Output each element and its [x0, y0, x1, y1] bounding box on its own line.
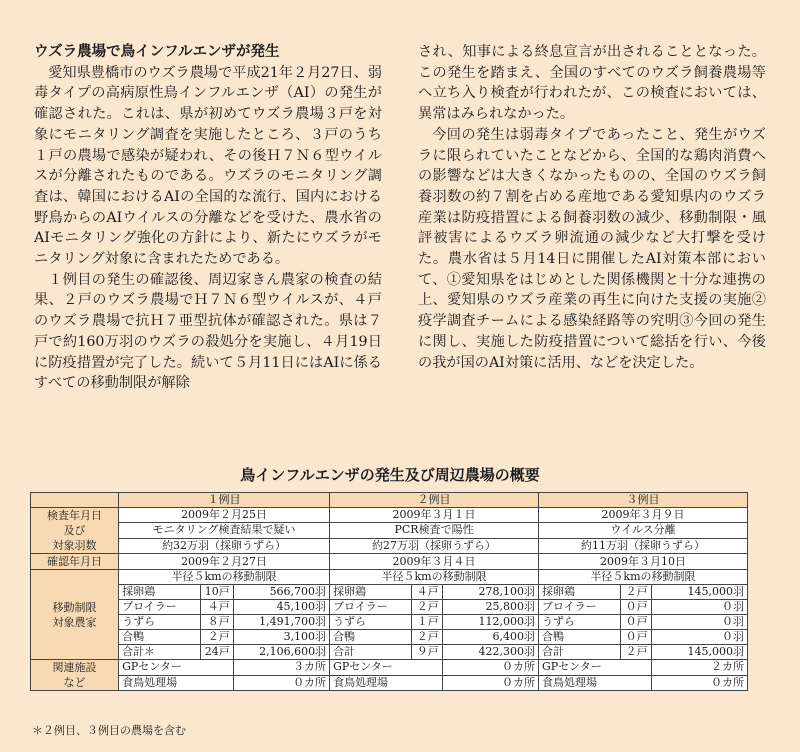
confirm-row	[31, 554, 748, 570]
farm-birds: 45,100羽	[233, 600, 329, 615]
facility-count: ０カ所	[442, 675, 538, 691]
farm-type: うずら	[119, 615, 201, 630]
case-header: ２例目	[330, 493, 539, 508]
facility-count: ０カ所	[233, 675, 329, 691]
farm-count: ２戸	[412, 630, 443, 645]
farm-birds: 422,300羽	[442, 645, 538, 660]
article-paragraph: され、知事による終息宣言が出されることとなった。この発生を踏まえ、全国のすべてのウズラ飼養農場等へ立ち入り検査が行われたが、この検査においては、異常はみられなかった。	[418, 44, 766, 123]
corner-cell	[31, 493, 119, 508]
farm-row	[31, 645, 748, 660]
farm-count: 10戸	[201, 585, 234, 600]
farm-type: 合鴨	[119, 630, 201, 645]
article-right-column	[418, 42, 766, 373]
facility-name: 食鳥処理場	[119, 675, 234, 691]
farm-count: ９戸	[412, 645, 443, 660]
case-inspect-date: 2009年２月25日	[119, 508, 330, 523]
case-header: １例目	[119, 493, 330, 508]
facility-name: 食鳥処理場	[330, 675, 443, 691]
farm-birds: 112,000羽	[442, 615, 538, 630]
farm-birds: 25,800羽	[442, 600, 538, 615]
facility-name: 食鳥処理場	[539, 675, 652, 691]
inspection-row	[31, 508, 748, 523]
farm-count: １戸	[412, 615, 443, 630]
farm-count: ４戸	[201, 600, 234, 615]
inspection-row	[31, 523, 748, 538]
farm-row	[31, 630, 748, 645]
facility-name: GPセンター	[539, 660, 652, 676]
radius-note: 半径５kmの移動制限	[330, 570, 539, 585]
farm-row	[31, 615, 748, 630]
summary-table-body	[31, 493, 748, 691]
row-label-facilities: 関連施設 など	[31, 660, 119, 691]
facility-count: ２カ所	[651, 660, 747, 676]
farm-type: 合鴨	[330, 630, 412, 645]
farm-birds: ０羽	[651, 600, 747, 615]
farm-type: 採卵鶏	[119, 585, 201, 600]
summary-table-box	[28, 460, 752, 744]
farm-type: ブロイラー	[539, 600, 621, 615]
farm-count: ２戸	[412, 600, 443, 615]
case-birds: 約32万羽（採卵うずら）	[119, 538, 330, 553]
farm-birds: 566,700羽	[233, 585, 329, 600]
farm-type: 採卵鶏	[539, 585, 621, 600]
farm-count: ２戸	[201, 630, 234, 645]
table-title: 鳥インフルエンザの発生及び周辺農場の概要	[240, 466, 540, 484]
case-inspect-date: 2009年３月９日	[539, 508, 748, 523]
farm-type: 合計	[330, 645, 412, 660]
case-header: ３例目	[539, 493, 748, 508]
confirm-date: 2009年２月27日	[119, 554, 330, 570]
confirm-date: 2009年３月４日	[330, 554, 539, 570]
radius-note: 半径５kmの移動制限	[119, 570, 330, 585]
table-header-row	[31, 493, 748, 508]
radius-row	[31, 570, 748, 585]
farm-count: ２戸	[620, 585, 651, 600]
facility-count: ０カ所	[442, 660, 538, 676]
farm-count: ０戸	[620, 630, 651, 645]
farm-birds: 278,100羽	[442, 585, 538, 600]
facility-row	[31, 675, 748, 691]
article-paragraph: 愛知県豊橋市のウズラ農場で平成21年２月27日、弱毒タイプの高病原性鳥インフルエンザ（AI）の発生が確認された。これは、県が初めてウズラ農場３戸を対象にモニタリング調査を実施したところ、３戸のうち１戸の農場で感染が疑われ、その後Ｈ７Ｎ６型ウイルスが分離されたものである。ウズラのモニタリング調査は、韓国におけるAIの全国的な流行、国内における野鳥からのAIウイルスの分離などを受けた、農水省のAIモニタリング強化の方針により、新たにウズラがモニタリング対象に含まれたためである。	[34, 64, 382, 268]
facility-row	[31, 660, 748, 676]
farm-type: うずら	[330, 615, 412, 630]
summary-table	[30, 492, 748, 691]
facility-count: ３カ所	[233, 660, 329, 676]
row-label-restriction: 移動制限 対象農家	[31, 570, 119, 660]
farm-type: 採卵鶏	[330, 585, 412, 600]
farm-count: 24戸	[201, 645, 234, 660]
farm-birds: ０羽	[651, 615, 747, 630]
case-birds: 約27万羽（採卵うずら）	[330, 538, 539, 553]
farm-birds: 3,100羽	[233, 630, 329, 645]
farm-type: ブロイラー	[119, 600, 201, 615]
row-label-confirm: 確認年月日	[31, 554, 119, 570]
farm-birds: 1,491,700羽	[233, 615, 329, 630]
farm-type: 合計	[539, 645, 621, 660]
farm-birds: 6,400羽	[442, 630, 538, 645]
facility-count: ０カ所	[651, 675, 747, 691]
facility-name: GPセンター	[330, 660, 443, 676]
article-paragraph: 今回の発生は弱毒タイプであったこと、発生がウズラに限られていたことなどから、全国的な鶏肉消費への影響などは大きくなかったものの、全国のウズラ飼養羽数の約７割を占める産地である愛知県内のウズラ産業は防疫措置による飼養羽数の減少、移動制限・風評被害によるウズラ卵流通の減少など大打撃を受けた。農水省は５月14日に開催したAI対策本部において、①愛知県をはじめとした関係機関と十分な連携の上、愛知県のウズラ産業の再生に向けた支援の実施②疫学調査チームによる感染経路等の究明③今回の発生に関し、実施した防疫措置について総括を行い、今後の我が国のAI対策に活用、などを決定した。	[418, 126, 766, 371]
farm-birds: 2,106,600羽	[233, 645, 329, 660]
farm-count: ０戸	[620, 615, 651, 630]
row-label-inspection: 検査年月日 及び 対象羽数	[31, 508, 119, 554]
case-birds: 約11万羽（採卵うずら）	[539, 538, 748, 553]
confirm-date: 2009年３月10日	[539, 554, 748, 570]
farm-type: 合鴨	[539, 630, 621, 645]
article-heading: ウズラ農場で鳥インフルエンザが発生	[34, 44, 280, 60]
case-inspect-note: モニタリング検査結果で疑い	[119, 523, 330, 538]
farm-count: ２戸	[620, 645, 651, 660]
case-inspect-note: PCR検査で陽性	[330, 523, 539, 538]
radius-note: 半径５kmの移動制限	[539, 570, 748, 585]
farm-row	[31, 600, 748, 615]
case-inspect-note: ウイルス分離	[539, 523, 748, 538]
article-paragraph: １例目の発生の確認後、周辺家きん農家の検査の結果、２戸のウズラ農場でＨ７Ｎ６型ウイルスが、４戸のウズラ農場で抗Ｈ７亜型抗体が確認された。県は７戸で約160万羽のウズラの殺処分を実施し、４月19日に防疫措置が完了した。続いて５月11日にはAIに係るすべての移動制限が解除	[34, 271, 382, 392]
farm-birds: 145,000羽	[651, 585, 747, 600]
article-left-column	[34, 42, 382, 394]
inspection-row	[31, 538, 748, 553]
farm-count: ０戸	[620, 600, 651, 615]
farm-birds: 145,000羽	[651, 645, 747, 660]
farm-count: ８戸	[201, 615, 234, 630]
farm-count: ４戸	[412, 585, 443, 600]
farm-birds: ０羽	[651, 630, 747, 645]
farm-row	[31, 585, 748, 600]
farm-type: うずら	[539, 615, 621, 630]
farm-type: ブロイラー	[330, 600, 412, 615]
table-footnote: ＊２例目、３例目の農場を含む	[32, 724, 186, 737]
facility-name: GPセンター	[119, 660, 234, 676]
farm-type: 合計＊	[119, 645, 201, 660]
case-inspect-date: 2009年３月１日	[330, 508, 539, 523]
